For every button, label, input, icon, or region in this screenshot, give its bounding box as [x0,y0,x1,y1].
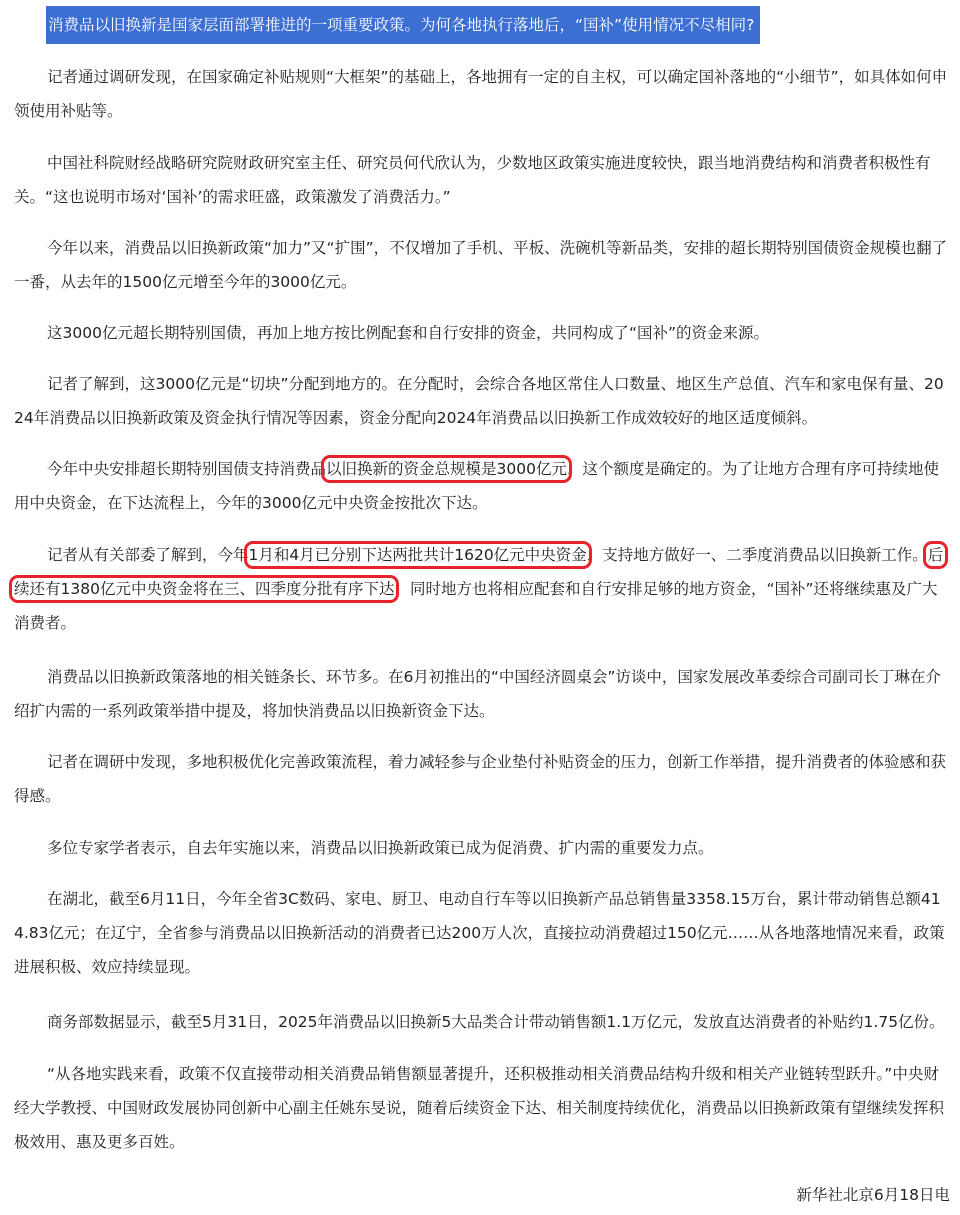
paragraph: 这3000亿元超长期特别国债，再加上地方按比例配套和自行安排的资金，共同构成了“国补”的资金来源。 [47,324,770,342]
paragraph: 中国社科院财经战略研究院财政研究室主任、研究员何代欣认为，少数地区政策实施进度较快，跟当地消费结构和消费者积极性有关。“这也说明市场对‘国补’的需求旺盛，政策激发了消费活力。” [14,154,931,206]
headline-highlight: 消费品以旧换新是国家层面部署推进的一项重要政策。为何各地执行落地后，“国补”使用情况不尽相同? [46,6,760,44]
paragraph-text: ，这个额度是确定的。为了让地方合理有序可持续地使用中央资金，在下达流程上，今年的3000亿元中央资金按批次下达。 [14,460,939,512]
highlight-box-remaining-funds: 后续还有1380亿元中央资金将在三、四季度分批有序下达 [14,546,944,598]
paragraph-text: ，同时地方也将相应配套和自行安排足够的地方资金，“国补”还将继续惠及广大消费者。 [14,580,938,632]
paragraph-highlighted [14,452,950,520]
paragraph: 记者在调研中发现，多地积极优化完善政策流程，着力减轻参与企业垫付补贴资金的压力，创新工作举措，提升消费者的体验感和获得感。 [14,753,947,805]
paragraph: “从各地实践来看，政策不仅直接带动相关消费品销售额显著提升，还积极推动相关消费品结构升级和相关产业链转型跃升。”中央财经大学教授、中国财政发展协同创新中心副主任姚东旻说，随着后续资金下达、相关制度持续优化，消费品以旧换新政策有望继续发挥积极效用、惠及更多百姓。 [14,1065,945,1151]
paragraph: 在湖北，截至6月11日，今年全省3C数码、家电、厨卫、电动自行车等以旧换新产品总销售量3358.15万台，累计带动销售总额414.83亿元；在辽宁，全省参与消费品以旧换新活动的消费者已达200万人次，直接拉动消费超过150亿元……从各地落地情况来看，政策进展积极、效应持续显现。 [14,890,945,976]
paragraph: 记者通过调研发现，在国家确定补贴规则“大框架”的基础上，各地拥有一定的自主权，可以确定国补落地的“小细节”，如具体如何申领使用补贴等。 [14,68,948,120]
paragraph: 记者了解到，这3000亿元是“切块”分配到地方的。在分配时，会综合各地区常住人口数量、地区生产总值、汽车和家电保有量、2024年消费品以旧换新政策及资金执行情况等因素，资金分配向2024年消费品以旧换新工作成效较好的地区适度倾斜。 [14,375,944,427]
paragraph-text: 今年中央安排超长期特别国债支持消费品 [47,460,327,478]
paragraph-text: ，支持地方做好一、二季度消费品以旧换新工作。 [586,546,928,564]
paragraph: 商务部数据显示，截至5月31日，2025年消费品以旧换新5大品类合计带动销售额1.1万亿元，发放直达消费者的补贴约1.75亿份。 [47,1013,945,1031]
highlight-box-total-funds: 以旧换新的资金总规模是3000亿元 [326,460,567,478]
paragraph-highlighted [14,538,950,640]
dateline: 新华社北京6月18日电 [796,1186,950,1204]
paragraph: 多位专家学者表示，自去年实施以来，消费品以旧换新政策已成为促消费、扩内需的重要发力点。 [47,839,714,857]
paragraph-text: 记者从有关部委了解到，今年 [47,546,249,564]
paragraph: 消费品以旧换新政策落地的相关链条长、环节多。在6月初推出的“中国经济圆桌会”访谈中，国家发展改革委综合司副司长丁琳在介绍扩内需的一系列政策举措中提及，将加快消费品以旧换新资金下达。 [14,668,941,720]
paragraph: 今年以来，消费品以旧换新政策“加力”又“扩围”，不仅增加了手机、平板、洗碗机等新品类，安排的超长期特别国债资金规模也翻了一番，从去年的1500亿元增至今年的3000亿元。 [14,239,948,291]
highlight-box-first-batches: 1月和4月已分别下达两批共计1620亿元中央资金 [248,546,587,564]
